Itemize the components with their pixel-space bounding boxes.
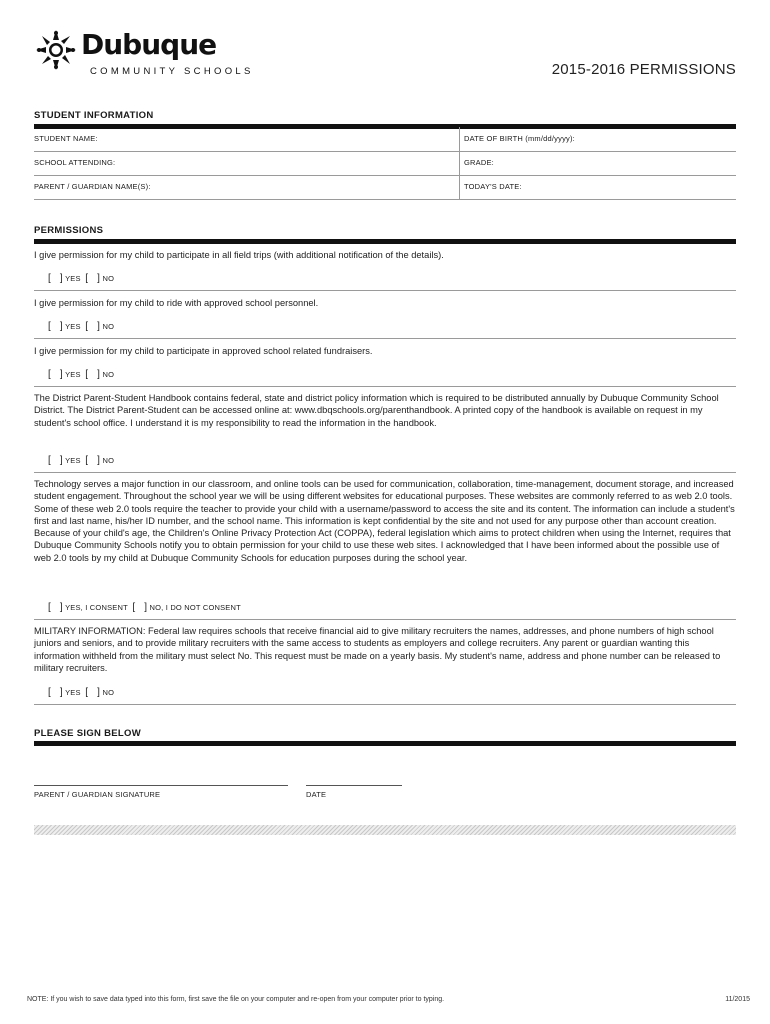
column-divider xyxy=(459,175,460,199)
divider xyxy=(34,619,736,620)
student-name-field[interactable]: STUDENT NAME: xyxy=(34,134,98,143)
info-row xyxy=(34,127,736,152)
checkbox[interactable]: [ ] NO, I DO NOT CONSENT xyxy=(132,602,241,613)
school-personnel-statement: I give permission for my child to ride with approved school personnel. xyxy=(34,298,319,308)
checkbox[interactable]: [ ] NO xyxy=(85,273,115,284)
signature-label: PARENT / GUARDIAN SIGNATURE xyxy=(34,790,161,799)
info-row xyxy=(34,151,736,176)
page-title: 2015-2016 PERMISSIONS xyxy=(551,61,736,78)
sign-heading: PLEASE SIGN BELOW xyxy=(34,728,141,739)
checkbox[interactable]: [ ] YES xyxy=(48,687,81,698)
section-divider xyxy=(34,239,736,244)
technology-statement: Technology serves a major function in our classroom, and online tools can be used for communication, collaboration, time-management, document storage, and increased student engagement. Throughout the school year we will be using different websites for educational purposes. These websites are commonly referred to as web 2.0 tools. Some of these web 2.0 tools require the teacher to provide your child with a username/password to access the site and its content. The information can include a student's first and last name, his/her ID number, and the school name. This information is kept confidential by the site and not used for any purpose other than account creation. Because of your child's age, the Children's Online Privacy Protection Act (COPPA), federal legislation which aims to protect children when using the Internet, requires that Dubuque Community Schools notify you to obtain permission for your child to use these web sites. I acknowledged that I have been informed about the possible use of web 2.0 tools by my child at Dubuque Community Schools for education purposes during the school year. xyxy=(34,479,735,563)
handbook-choice xyxy=(48,455,114,466)
column-divider xyxy=(459,127,460,151)
checkbox[interactable]: [ ] YES xyxy=(48,455,81,466)
info-row xyxy=(34,175,736,200)
section-divider xyxy=(34,741,736,746)
guardian-name-field[interactable]: PARENT / GUARDIAN NAME(S): xyxy=(34,182,151,191)
checkbox[interactable]: [ ] YES, I CONSENT xyxy=(48,602,128,613)
divider xyxy=(34,386,736,387)
military-statement: MILITARY INFORMATION: Federal law requires schools that receive financial aid to give military recruiters the names, addresses, and phone numbers of high school juniors and seniors, and to provide military recruiters with the same access to students as employers and college recruiters. Any parent or guardian wanting this information withheld from the military must select No. This request must be made on a yearly basis. My student's name, address and phone number can be released to military recruiters. xyxy=(34,626,721,673)
checkbox[interactable]: [ ] YES xyxy=(48,369,81,380)
fundraisers-statement: I give permission for my child to participate in approved school related fundraisers. xyxy=(34,346,373,356)
handbook-statement: The District Parent-Student Handbook contains federal, state and district policy information which is required to be distributed annually by Dubuque Community School District. The District Parent-Student can be accessed online at: www.dbqschools.org/parenthandbook. A printed copy of the handbook is available on request in my student's school office. I understand it is my responsibility to read the information in the handbook. xyxy=(34,393,719,428)
divider xyxy=(34,704,736,705)
divider xyxy=(34,472,736,473)
date-of-birth-field[interactable]: DATE OF BIRTH (mm/dd/yyyy): xyxy=(464,134,575,143)
logo-subtitle: COMMUNITY SCHOOLS xyxy=(90,66,254,77)
date-label: DATE xyxy=(306,790,327,799)
grade-field[interactable]: GRADE: xyxy=(464,158,494,167)
date-line[interactable] xyxy=(306,785,402,786)
checkbox[interactable]: [ ] NO xyxy=(85,455,115,466)
fundraisers-choice xyxy=(48,369,114,380)
divider xyxy=(34,290,736,291)
column-divider xyxy=(459,151,460,175)
checkbox[interactable]: [ ] NO xyxy=(85,369,115,380)
checkbox[interactable]: [ ] NO xyxy=(85,321,115,332)
revision-date: 11/2015 xyxy=(725,996,750,1003)
checkbox[interactable]: [ ] NO xyxy=(85,687,115,698)
hatched-band xyxy=(34,825,736,835)
footer-note: NOTE: If you wish to save data typed into this form, first save the file on your computer and re-open from your computer prior to typing. xyxy=(27,996,445,1003)
school-attending-field[interactable]: SCHOOL ATTENDING: xyxy=(34,158,116,167)
signature-line[interactable] xyxy=(34,785,288,786)
student-info-heading: STUDENT INFORMATION xyxy=(34,110,154,121)
divider xyxy=(34,338,736,339)
technology-choice xyxy=(48,602,241,613)
school-personnel-choice xyxy=(48,321,114,332)
logo-name: Dubuque xyxy=(81,28,217,61)
permissions-heading: PERMISSIONS xyxy=(34,225,104,236)
military-choice xyxy=(48,687,114,698)
field-trips-statement: I give permission for my child to participate in all field trips (with additional notification of the details). xyxy=(34,250,444,260)
sunburst-logo-icon xyxy=(34,28,78,72)
checkbox[interactable]: [ ] YES xyxy=(48,273,81,284)
district-logo xyxy=(34,28,274,78)
todays-date-field[interactable]: TODAY'S DATE: xyxy=(464,182,522,191)
field-trips-choice xyxy=(48,273,114,284)
checkbox[interactable]: [ ] YES xyxy=(48,321,81,332)
